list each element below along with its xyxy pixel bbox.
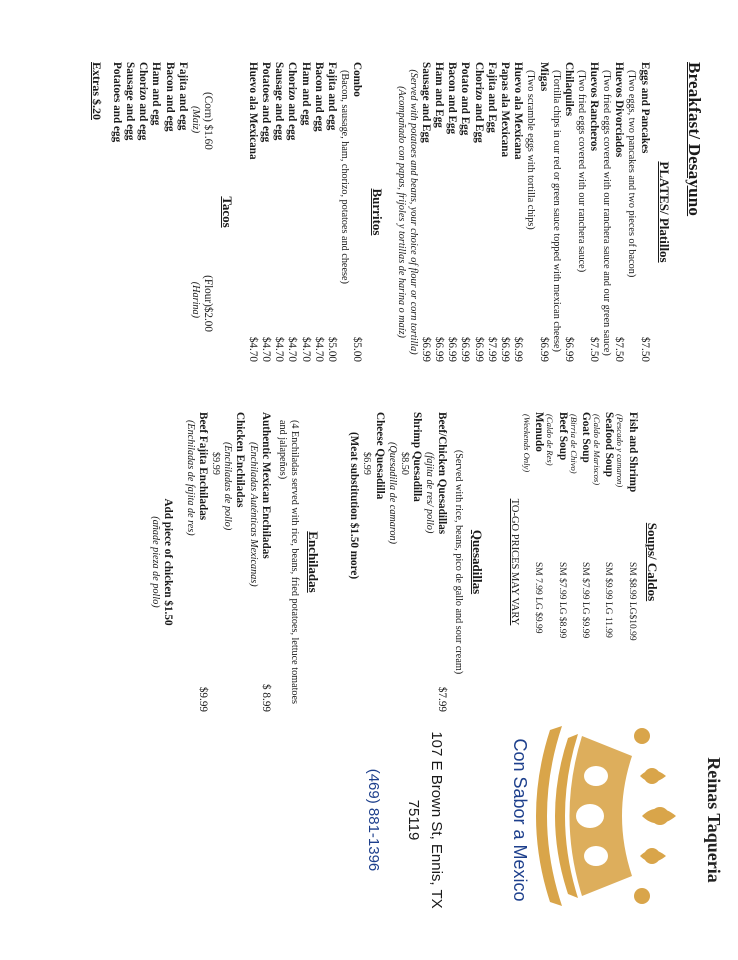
tacos-flour-sub: (Harina) xyxy=(189,281,201,318)
item-price: $7.50 xyxy=(638,336,651,362)
menu-item xyxy=(458,62,471,362)
item-name: Fish and Shrimp xyxy=(626,412,639,493)
tacos-prices-spanish xyxy=(189,62,201,362)
item-name: Huevo ala Mexicana xyxy=(512,62,525,160)
item-price: SM 7.99 LG $9.99 xyxy=(533,562,544,634)
item-description: (Two eggs, two pancakes and two pieces of bacon) xyxy=(626,70,638,278)
taco-item: Chorizo and egg xyxy=(137,62,150,141)
item-subtitle: (Birria de Chivo) xyxy=(568,414,579,474)
item-subtitle: (Caldo de Res) xyxy=(545,414,556,466)
soups-title: Soups/ Caldos xyxy=(645,522,660,602)
breakfast-column xyxy=(89,62,704,362)
menu-item xyxy=(338,62,363,362)
taco-item: Potatoes and egg xyxy=(110,62,123,143)
item-subtitle: (Caldo de Mariscos) xyxy=(592,414,603,486)
extras-price: Extras $.20 xyxy=(89,62,104,120)
item-subtitle: (Pescado y camaron) xyxy=(615,414,626,488)
item-price: SM $9.99 LG 11.99 xyxy=(603,562,614,638)
item-name: Combo xyxy=(351,62,364,97)
menu-item xyxy=(325,62,338,362)
tacos-prices xyxy=(201,62,214,362)
menu-item xyxy=(432,62,445,362)
menu-item xyxy=(625,62,650,362)
soups-list xyxy=(508,412,639,712)
tacos-flour-price: (Flour)$2.00 xyxy=(202,275,215,332)
quesadillas-title: Quesadillas xyxy=(470,529,486,595)
item-price: $4.70 xyxy=(259,336,272,362)
item-price: $6.99 xyxy=(459,336,472,362)
menu-item xyxy=(298,62,311,362)
item-price: $4.70 xyxy=(286,336,299,362)
item-name: Chorizo and egg xyxy=(286,62,299,141)
menu-item xyxy=(615,412,638,712)
item-price: $4.70 xyxy=(299,336,312,362)
item-name: Sausage and Egg xyxy=(419,62,432,143)
taco-item: Fajita and egg xyxy=(176,62,189,131)
item-description: (Two fried eggs covered with our ranchera sauce) xyxy=(575,70,587,273)
item-subtitle: (Enchiladas de fajita de res) xyxy=(185,420,196,536)
item-price: $7.50 xyxy=(588,336,601,362)
item-name: Huevos Divorciados xyxy=(613,62,626,158)
menu-item xyxy=(445,62,458,362)
item-price: $7.99 xyxy=(485,336,498,362)
item-price: $9.99 xyxy=(197,686,210,712)
item-price: $6.99 xyxy=(499,336,512,362)
item-name: Ham and egg xyxy=(299,62,312,126)
menu-item xyxy=(511,62,524,362)
item-name: Bacon and Egg xyxy=(446,62,459,135)
tacos-corn-price: (Corn) $1.60 xyxy=(202,92,215,150)
menu-item xyxy=(423,412,448,712)
menu-item xyxy=(592,412,615,712)
item-price: $6.99 xyxy=(562,336,575,362)
item-name: Bacon and egg xyxy=(312,62,325,132)
restaurant-name: Reinas Taqueria xyxy=(704,757,724,883)
item-name: Beef/Chicken Quesadillas xyxy=(436,412,449,535)
menu-item xyxy=(259,62,272,362)
item-price: $7.50 xyxy=(613,336,626,362)
tacos-title: Tacos xyxy=(220,196,236,228)
item-name: Chorizo and Egg xyxy=(472,62,485,143)
item-description: (Two scramble eggs with tortilla chips) xyxy=(525,70,537,230)
item-price: $9.99 xyxy=(210,452,222,475)
item-name: Seafood Soup xyxy=(603,412,616,477)
item-name: Fajita and egg xyxy=(325,62,338,131)
address-line2: 75119 xyxy=(404,799,422,841)
menu-item xyxy=(545,412,568,712)
menu-item xyxy=(360,412,385,712)
item-price: $6.99 xyxy=(433,336,446,362)
meat-substitution-note: (Meat substitution $1.50 more) xyxy=(348,432,361,580)
item-name: Papas ala Mexicana xyxy=(499,62,512,158)
menu-item xyxy=(569,412,592,712)
weekends-note: (Weekends Only) xyxy=(522,414,533,473)
item-name: Chicken Enchiladas xyxy=(234,412,247,508)
menu-item xyxy=(524,62,549,362)
breakfast-title: Breakfast/ Desayuno xyxy=(685,62,704,217)
item-price: $4.70 xyxy=(312,336,325,362)
item-name: Sausage and egg xyxy=(273,62,286,141)
enchiladas-description: (4 Enchiladas served with rice, beans, fried potatoes, lettuce tomatoes and jalapeños) xyxy=(276,420,300,705)
item-name: Potatoes and egg xyxy=(259,62,272,143)
item-subtitle: (Enchiladas Auténticas Mexicanas) xyxy=(247,442,259,587)
crown-logo-icon xyxy=(532,706,682,926)
menu-item xyxy=(498,62,511,362)
menu-item xyxy=(550,62,575,362)
item-description: (Bacon, sausage, ham, chorizo, potatoes and cheese) xyxy=(339,70,351,284)
address xyxy=(402,690,449,950)
phone-number[interactable]: (469) 881-1396 xyxy=(365,768,382,872)
plates-title: PLATES/ Platillos xyxy=(656,161,672,263)
item-price: $4.70 xyxy=(246,336,259,362)
item-name: Eggs and Pancakes xyxy=(638,62,651,154)
item-price: SM $7.99 LG $8.99 xyxy=(556,562,567,639)
item-subtitle: (Quesadilla de camaron) xyxy=(386,442,398,545)
item-name: Goat Soup xyxy=(579,412,592,463)
item-subtitle: (Enchiladas de pollo) xyxy=(222,442,234,531)
menu-item xyxy=(285,62,298,362)
item-price: $6.99 xyxy=(361,452,373,475)
item-price: $5.00 xyxy=(325,336,338,362)
item-description: (Two fried eggs covered with our ranchera sauce and our green sauce) xyxy=(601,70,613,356)
plates-note-spanish: (Acompañado con papas, frijoles y tortillas de harina o maíz) xyxy=(395,86,407,338)
item-name: Chilaquiles xyxy=(562,62,575,117)
item-name: Potato and Egg xyxy=(459,62,472,136)
taco-item: Bacon and egg xyxy=(163,62,176,132)
item-name: Ham and Egg xyxy=(433,62,446,128)
item-name: Migas xyxy=(537,62,550,92)
item-name: Beef Fajita Enchiladas xyxy=(197,412,210,521)
item-price: $6.99 xyxy=(512,336,525,362)
item-price: $6.99 xyxy=(446,336,459,362)
menu-item xyxy=(272,62,285,362)
item-name: Menudo xyxy=(533,412,546,452)
menu-item xyxy=(575,62,600,362)
item-name: Shrimp Quesadilla xyxy=(410,412,423,502)
menu-item xyxy=(386,412,423,712)
tagline: Con Sabor a Mexico xyxy=(510,738,530,902)
item-price: $6.99 xyxy=(472,336,485,362)
item-name: Authentic Mexican Enchiladas xyxy=(259,412,272,559)
item-price: $8.50 xyxy=(398,452,410,475)
item-price: SM $7.99 LG $9.99 xyxy=(579,562,590,639)
menu-item xyxy=(472,62,485,362)
menu-item xyxy=(600,62,625,362)
item-price: $4.70 xyxy=(273,336,286,362)
menu-item xyxy=(419,62,432,362)
item-price: $6.99 xyxy=(537,336,550,362)
quesadillas-description: (Served with rice, beans, pico de gallo and sour cream) xyxy=(453,449,465,675)
item-name: Fajita and Egg xyxy=(485,62,498,133)
taco-item: Sausage and egg xyxy=(124,62,136,141)
menu-item xyxy=(209,412,246,712)
item-price: $5.00 xyxy=(351,336,364,362)
item-description: (Tortilla chips in our red or green sauce topped with mexican cheese) xyxy=(550,70,562,352)
addon-chicken-spanish: (añade pieza de pollo) xyxy=(149,516,161,608)
item-price: $7.99 xyxy=(436,686,449,712)
enchiladas-title: Enchiladas xyxy=(306,531,322,593)
address-line1: 107 E Brown St, Ennis, TX xyxy=(428,731,445,909)
menu-item xyxy=(532,412,545,712)
taco-item: Ham and egg xyxy=(150,62,163,126)
item-name: Huevo ala Mexicana xyxy=(246,62,259,160)
item-name: Huevos Rancheros xyxy=(588,62,601,151)
menu-item xyxy=(312,62,325,362)
item-price: $6.99 xyxy=(419,336,432,362)
menu-item xyxy=(245,62,258,362)
togo-note: TO-GO PRICES MAY VARY xyxy=(508,498,520,626)
burritos-title: Burritos xyxy=(369,188,385,236)
plates-note: (Served with potatoes and beans, your choice of flour or corn tortilla) xyxy=(407,69,419,355)
item-name: Cheese Quesadilla xyxy=(373,412,386,500)
item-price: $ 8.99 xyxy=(259,684,272,712)
item-name: Beef Soup xyxy=(556,412,569,461)
addon-chicken: Add piece of chicken $1.50 xyxy=(161,498,174,626)
item-price: SM $8.99 LG$10.99 xyxy=(626,562,637,641)
soups-column xyxy=(149,412,660,712)
menu-item xyxy=(247,412,272,712)
tacos-corn-sub: (Maiz) xyxy=(189,106,201,134)
item-subtitle: (fajita de res/ pollo) xyxy=(423,452,435,534)
menu-item xyxy=(184,412,209,712)
menu-item xyxy=(485,62,498,362)
